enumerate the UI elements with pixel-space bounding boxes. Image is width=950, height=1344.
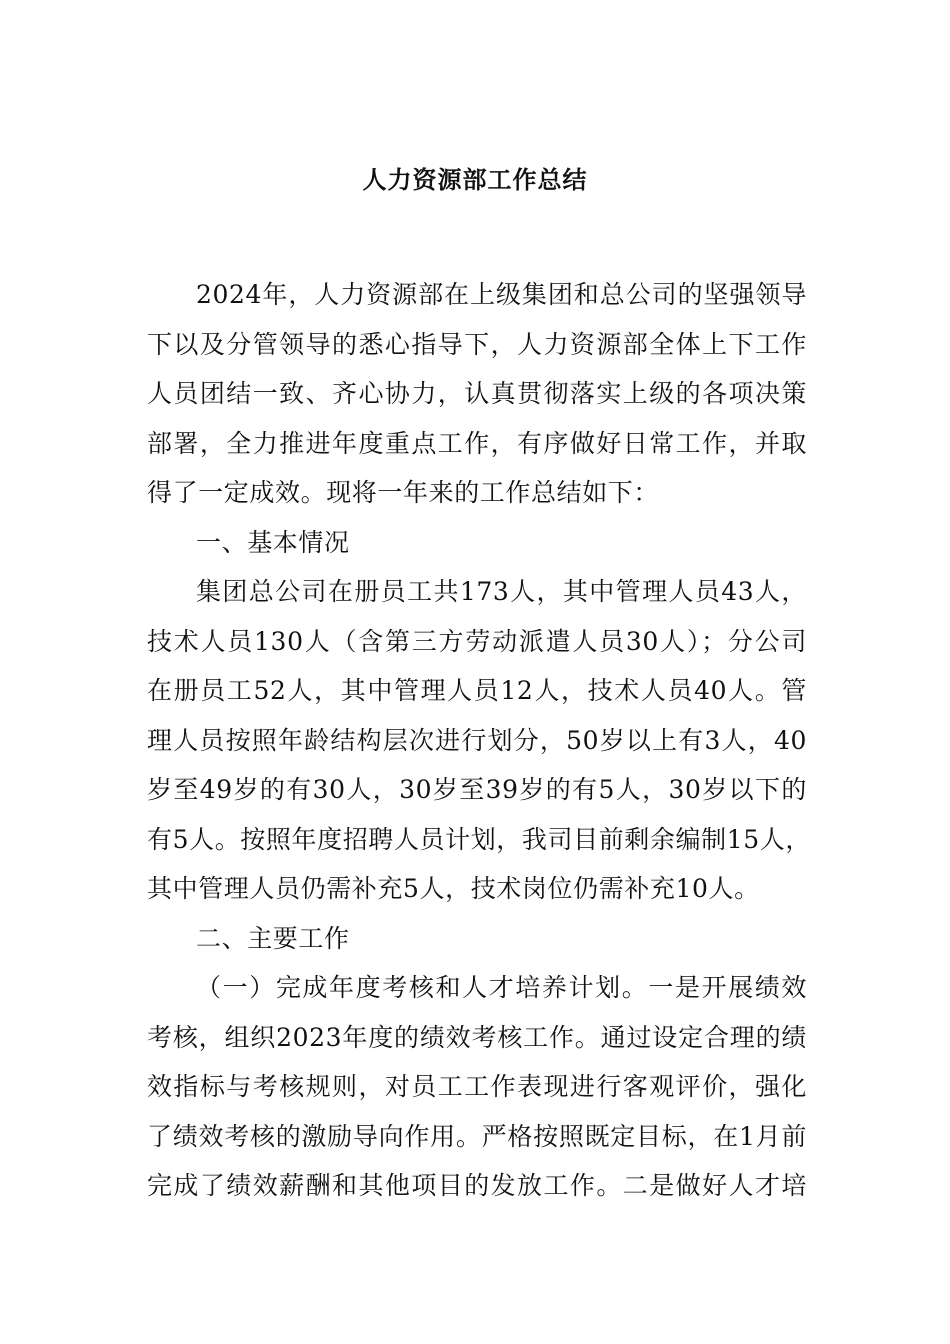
paragraph-line: 完成了绩效薪酬和其他项目的发放工作。二是做好人才培	[147, 1171, 807, 1200]
paragraph-line: 了绩效考核的激励导向作用。严格按照既定目标，在1月前	[147, 1121, 807, 1151]
paragraph-line: 人员团结一致、齐心协力，认真贯彻落实上级的各项决策	[147, 379, 807, 408]
paragraph-line: 有5人。按照年度招聘人员计划，我司目前剩余编制15人，	[147, 824, 811, 854]
paragraph-line: 其中管理人员仍需补充5人，技术岗位仍需补充10人。	[147, 874, 760, 903]
paragraph-line: （一）完成年度考核和人才培养计划。一是开展绩效	[196, 973, 807, 1002]
paragraph-line: 下以及分管领导的悉心指导下，人力资源部全体上下工作	[147, 329, 807, 359]
document-title: 人力资源部工作总结	[362, 165, 588, 194]
section-heading: 一、基本情况	[196, 527, 350, 557]
paragraph-line: 2024年，人力资源部在上级集团和总公司的坚强领导	[196, 280, 807, 309]
section-heading: 二、主要工作	[196, 923, 350, 953]
paragraph-line: 集团总公司在册员工共173人，其中管理人员43人，	[196, 577, 807, 606]
paragraph-line: 理人员按照年龄结构层次进行划分，50岁以上有3人，40	[147, 725, 807, 755]
paragraph-line: 技术人员130人（含第三方劳动派遣人员30人）；分公司	[147, 626, 807, 656]
paragraph-line: 岁至49岁的有30人，30岁至39岁的有5人，30岁以下的	[147, 775, 807, 804]
paragraph-line: 考核，组织2023年度的绩效考核工作。通过设定合理的绩	[147, 1022, 807, 1052]
paragraph-line: 在册员工52人，其中管理人员12人，技术人员40人。管	[147, 676, 807, 705]
paragraph-line: 效指标与考核规则，对员工工作表现进行客观评价，强化	[147, 1072, 807, 1101]
paragraph-line: 得了一定成效。现将一年来的工作总结如下：	[147, 478, 660, 507]
document-body	[147, 270, 811, 1211]
paragraph-line: 部署，全力推进年度重点工作，有序做好日常工作，并取	[147, 428, 807, 458]
